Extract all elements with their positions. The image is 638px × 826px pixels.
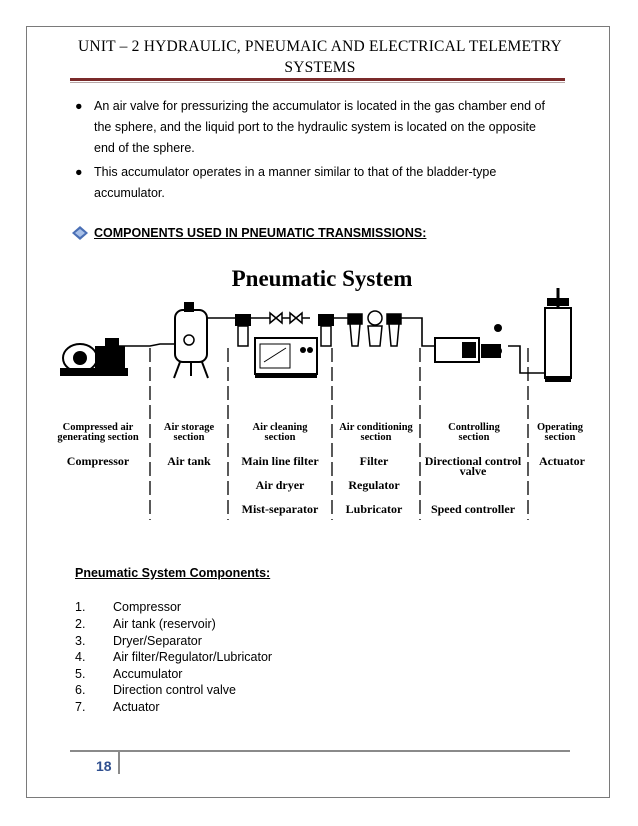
component-label: Air tank — [167, 454, 211, 468]
list-item-number: 3. — [75, 634, 86, 648]
list-item-number: 1. — [75, 600, 86, 614]
bullet-dot: ● — [75, 99, 83, 113]
list-item: Dryer/Separator — [113, 634, 202, 648]
page-number: 18 — [96, 758, 112, 774]
section-heading: Air conditioning — [339, 422, 413, 433]
bullet-line: An air valve for pressurizing the accumulator is located in the gas chamber end of — [94, 99, 545, 113]
actuator-graphic — [545, 288, 571, 382]
section-heading: Controlling — [448, 422, 500, 433]
section-heading: section — [173, 432, 205, 443]
air-tank-graphic — [174, 302, 208, 378]
header-rule-thin — [70, 82, 565, 83]
list-item-number: 7. — [75, 700, 86, 714]
header-title-line2: SYSTEMS — [284, 59, 356, 76]
section-heading: generating section — [57, 432, 139, 443]
bullet-line: end of the sphere. — [94, 141, 195, 155]
section-heading: Air storage — [163, 422, 215, 433]
list-item: Accumulator — [113, 667, 183, 681]
component-label: Compressor — [66, 454, 130, 468]
list-item-number: 4. — [75, 650, 86, 664]
component-label: Speed controller — [430, 502, 516, 516]
component-label: Air dryer — [255, 478, 305, 492]
section-heading: Compressed air — [62, 422, 134, 433]
list-item: Actuator — [113, 700, 160, 714]
bullet-dot: ● — [75, 165, 83, 179]
diagram-title: Pneumatic System — [231, 266, 413, 291]
section-heading: section — [458, 432, 490, 443]
header-title-line1: UNIT – 2 HYDRAULIC, PNEUMAIC AND ELECTRICAL TELEMETRY — [78, 38, 562, 55]
component-label: Mist-separator — [241, 502, 319, 516]
footer-rule — [70, 750, 570, 752]
mist-separator-graphic — [318, 314, 334, 326]
section-title: COMPONENTS USED IN PNEUMATIC TRANSMISSIONS: — [94, 226, 427, 240]
list-item: Direction control valve — [113, 683, 236, 697]
section-heading: Operating — [536, 422, 584, 433]
footer-divider — [118, 752, 120, 774]
diamond-bullet-icon — [72, 226, 88, 240]
component-label: Regulator — [348, 478, 400, 492]
directional-valve-graphic — [435, 324, 502, 362]
component-label: Filter — [359, 454, 389, 468]
component-label: valve — [459, 464, 487, 478]
compressor-graphic — [60, 338, 128, 376]
component-label: Actuator — [539, 454, 585, 468]
section-heading: section — [360, 432, 392, 443]
list-item-number: 6. — [75, 683, 86, 697]
air-dryer-graphic — [255, 338, 317, 378]
component-label: Main line filter — [241, 454, 319, 468]
bullet-line: This accumulator operates in a manner similar to that of the bladder-type — [94, 165, 497, 179]
main-line-filter-graphic — [235, 314, 251, 326]
list-item: Air filter/Regulator/Lubricator — [113, 650, 273, 664]
bullet-line: the sphere, and the liquid port to the hydraulic system is located on the opposite — [94, 120, 536, 134]
list-item: Air tank (reservoir) — [113, 617, 216, 631]
pneumatic-system-diagram — [50, 258, 595, 523]
components-title: Pneumatic System Components: — [75, 566, 271, 580]
section-heading: section — [544, 432, 576, 443]
frl-unit-graphic — [348, 311, 401, 346]
component-label: Lubricator — [345, 502, 403, 516]
header-rule — [70, 78, 565, 81]
list-item: Compressor — [113, 600, 182, 614]
list-item-number: 2. — [75, 617, 86, 631]
bullet-line: accumulator. — [94, 186, 165, 200]
list-item-number: 5. — [75, 667, 86, 681]
component-label: Directional control — [424, 454, 522, 468]
section-heading: section — [264, 432, 296, 443]
section-heading: Air cleaning — [252, 422, 308, 433]
